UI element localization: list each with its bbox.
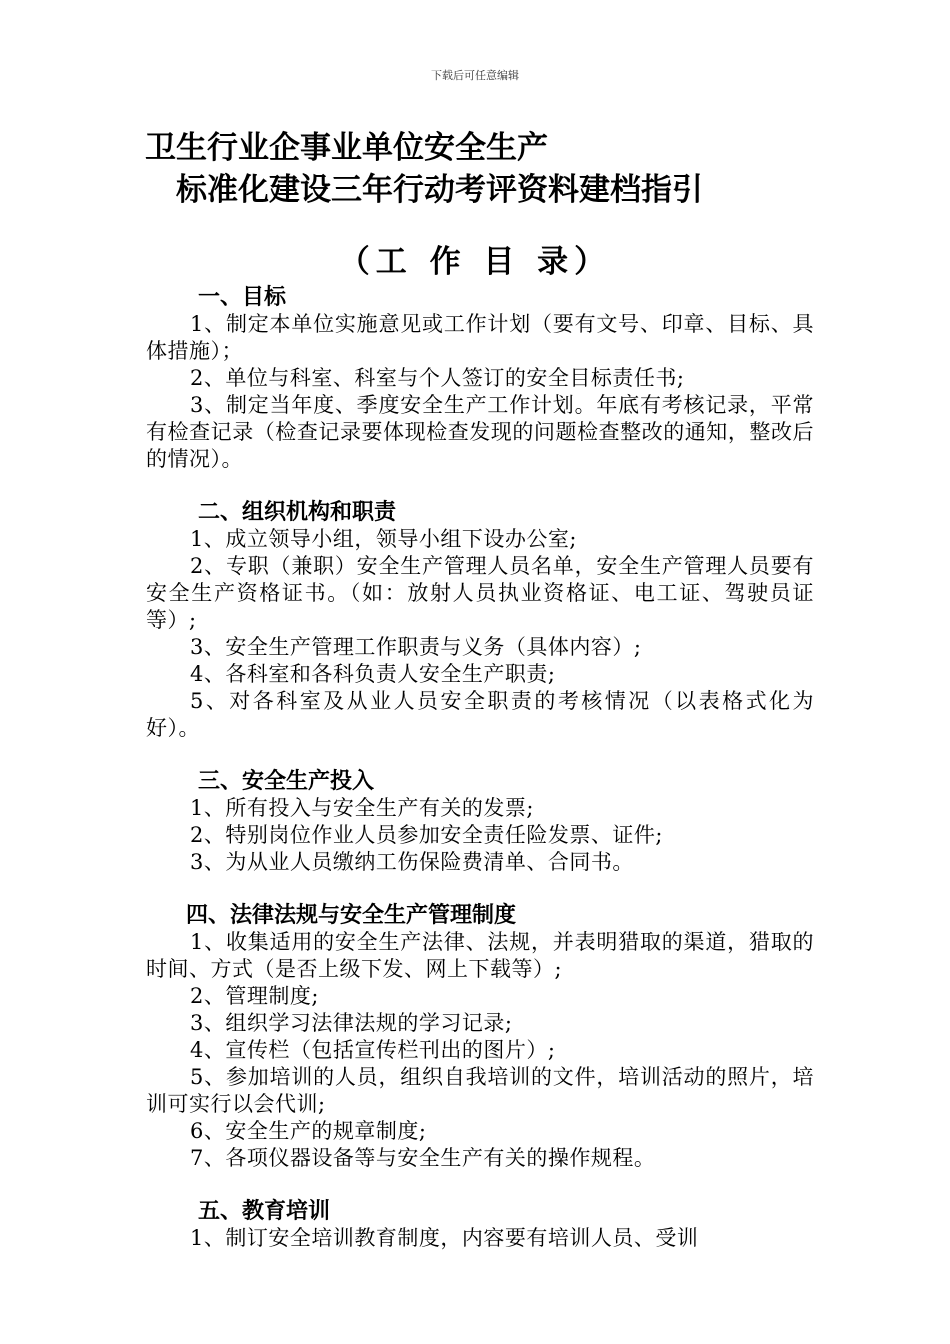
list-item: 3、制定当年度、季度安全生产工作计划。年底有考核记录，平常有检查记录（检查记录要体现检查发现的问题检查整改的通知，整改后的情况）。 [146, 393, 814, 471]
list-item: 5、对各科室及从业人员安全职责的考核情况（以表格式化为好）。 [146, 689, 814, 740]
list-item: 1、制定本单位实施意见或工作计划（要有文号、印章、目标、具体措施）； [146, 312, 814, 363]
list-item: 3、安全生产管理工作职责与义务（具体内容）; [190, 635, 642, 659]
list-item: 1、收集适用的安全生产法律、法规，并表明猎取的渠道，猎取的时间、方式（是否上级下发、网上下载等）; [146, 930, 814, 981]
section-heading-goals: 一、目标 [198, 284, 287, 310]
list-item: 1、成立领导小组，领导小组下设办公室; [190, 527, 577, 551]
list-item: 2、管理制度; [190, 984, 319, 1008]
page-header-note: 下载后可任意编辑 [431, 69, 519, 82]
list-item: 4、各科室和各科负责人安全生产职责; [190, 662, 556, 686]
list-item: 5、参加培训的人员，组织自我培训的文件，培训活动的照片，培训可实行以会代训; [146, 1065, 814, 1116]
list-item: 2、单位与科室、科室与个人签订的安全目标责任书; [190, 366, 685, 390]
list-item: 2、专职（兼职）安全生产管理人员名单，安全生产管理人员要有安全生产资格证书。（如：放射人员执业资格证、电工证、驾驶员证等）; [146, 554, 814, 632]
section-heading-training: 五、教育培训 [198, 1198, 331, 1224]
list-item: 1、所有投入与安全生产有关的发票; [190, 796, 534, 820]
list-item: 3、为从业人员缴纳工伤保险费清单、合同书。 [190, 850, 634, 874]
list-item: 2、特别岗位作业人员参加安全责任险发票、证件; [190, 823, 663, 847]
document-body [146, 284, 814, 1252]
section-heading-organization: 二、组织机构和职责 [198, 499, 397, 525]
document-subtitle: （工 作 目 录） [338, 244, 612, 280]
document-title-line1: 卫生行业企事业单位安全生产 [145, 130, 548, 166]
document-title-line2: 标准化建设三年行动考评资料建档指引 [176, 172, 703, 208]
list-item: 6、安全生产的规章制度; [190, 1119, 427, 1143]
list-item: 7、各项仪器设备等与安全生产有关的操作规程。 [190, 1146, 656, 1170]
list-item: 4、宣传栏（包括宣传栏刊出的图片）; [190, 1038, 556, 1062]
list-item: 3、组织学习法律法规的学习记录; [190, 1011, 513, 1035]
section-heading-investment: 三、安全生产投入 [198, 768, 375, 794]
section-heading-regulations: 四、法律法规与安全生产管理制度 [186, 902, 517, 928]
list-item: 1、制订安全培训教育制度，内容要有培训人员、受训 [190, 1226, 699, 1250]
